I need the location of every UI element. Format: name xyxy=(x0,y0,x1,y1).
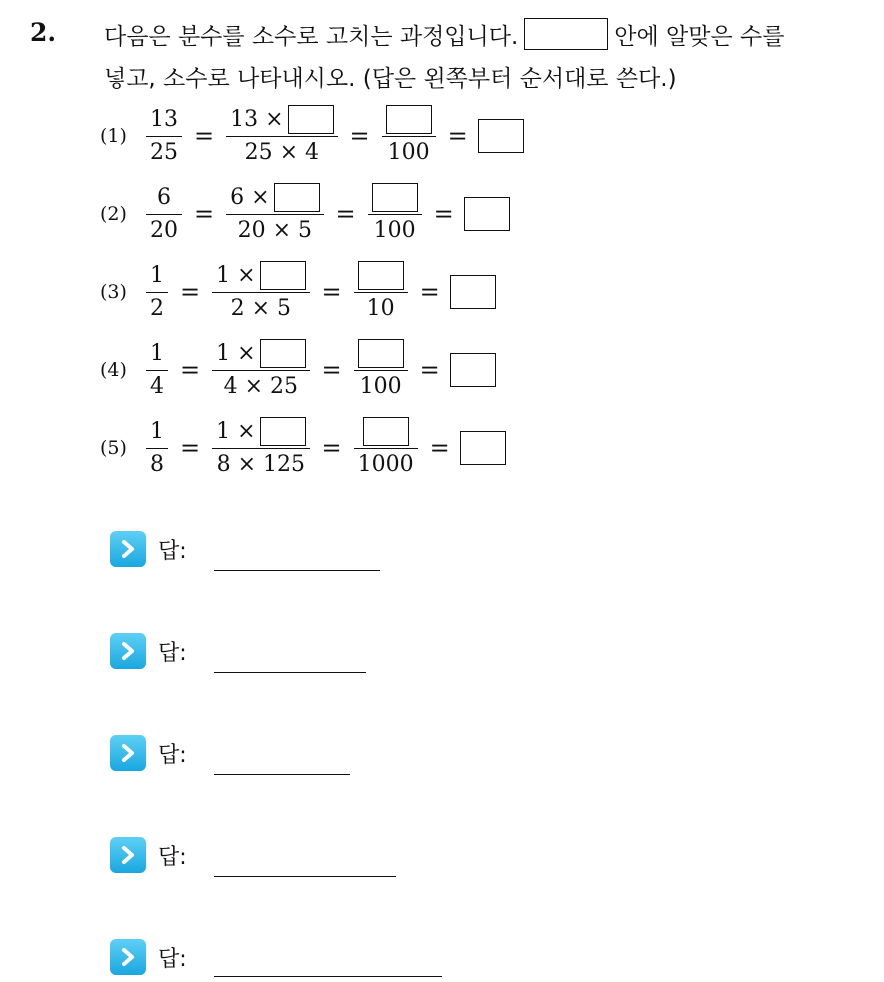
target-numerator xyxy=(368,182,422,214)
given-fraction xyxy=(146,182,182,247)
equals-sign: = xyxy=(419,278,440,306)
step-numerator xyxy=(226,182,323,214)
answer-row-5 xyxy=(110,936,187,978)
given-fraction xyxy=(146,338,168,403)
step-fraction xyxy=(226,104,337,169)
equals-sign: = xyxy=(321,278,342,306)
target-denominator: 10 xyxy=(366,296,395,321)
decimal-answer-blank[interactable] xyxy=(464,197,510,231)
fraction-numerator: 13 xyxy=(150,107,178,132)
equals-sign: = xyxy=(335,200,356,228)
numerator-blank[interactable] xyxy=(358,339,404,368)
answer-line-2[interactable] xyxy=(214,672,366,673)
step-numerator xyxy=(212,260,309,292)
question-text-line-2: 넣고, 소수로 나타내시오. (답은 왼쪽부터 순서대로 쓴다.) xyxy=(104,66,677,92)
chevron-right-icon xyxy=(110,837,146,873)
equals-sign: = xyxy=(180,356,201,384)
question-text-after-box: 안에 알맞은 수를 xyxy=(614,24,785,50)
decimal-answer-blank[interactable] xyxy=(450,275,496,309)
problem-label: (2) xyxy=(100,203,127,225)
target-fraction xyxy=(354,338,408,403)
fraction-denominator: 4 xyxy=(150,374,164,399)
fraction-denominator: 20 xyxy=(150,218,178,243)
fraction-denominator: 25 xyxy=(150,140,178,165)
problem-2 xyxy=(100,178,510,250)
question-text-before-box: 다음은 분수를 소수로 고치는 과정입니다. xyxy=(104,24,519,50)
equals-sign: = xyxy=(194,200,215,228)
target-denominator: 1000 xyxy=(357,452,414,477)
step-numerator-text: 1 × xyxy=(216,419,256,444)
answer-line-3[interactable] xyxy=(214,774,350,775)
answer-row-1 xyxy=(110,528,187,570)
answer-row-3 xyxy=(110,732,187,774)
given-fraction xyxy=(146,416,168,481)
chevron-right-icon xyxy=(110,735,146,771)
equals-sign: = xyxy=(180,434,201,462)
answer-label: 답: xyxy=(158,844,187,870)
problem-label: (1) xyxy=(100,125,127,147)
step-numerator-text: 1 × xyxy=(216,263,256,288)
fraction-numerator: 6 xyxy=(157,185,171,210)
target-fraction xyxy=(354,260,408,325)
target-fraction xyxy=(368,182,422,247)
step-numerator-text: 6 × xyxy=(230,185,270,210)
numerator-blank[interactable] xyxy=(386,105,432,134)
target-denominator: 100 xyxy=(359,374,402,399)
step-fraction xyxy=(212,338,309,403)
step-numerator xyxy=(212,338,309,370)
target-denominator: 100 xyxy=(387,140,430,165)
numerator-blank[interactable] xyxy=(372,183,418,212)
decimal-answer-blank[interactable] xyxy=(478,119,524,153)
given-fraction xyxy=(146,260,168,325)
multiplier-blank[interactable] xyxy=(260,261,306,290)
step-fraction xyxy=(212,416,309,481)
problem-4 xyxy=(100,334,496,406)
answer-label: 답: xyxy=(158,946,187,972)
numerator-blank[interactable] xyxy=(358,261,404,290)
step-numerator xyxy=(226,104,337,136)
answer-label: 답: xyxy=(158,538,187,564)
decimal-answer-blank[interactable] xyxy=(460,431,506,465)
multiplier-blank[interactable] xyxy=(274,183,320,212)
equals-sign: = xyxy=(321,434,342,462)
equals-sign: = xyxy=(429,434,450,462)
answer-line-1[interactable] xyxy=(214,570,380,571)
fraction-numerator: 1 xyxy=(150,419,164,444)
chevron-right-icon xyxy=(110,939,146,975)
problem-1 xyxy=(100,100,524,172)
target-numerator xyxy=(354,338,408,370)
equals-sign: = xyxy=(194,122,215,150)
multiplier-blank[interactable] xyxy=(260,417,306,446)
chevron-right-icon xyxy=(110,531,146,567)
given-fraction xyxy=(146,104,182,169)
fraction-denominator: 8 xyxy=(150,452,164,477)
decimal-answer-blank[interactable] xyxy=(450,353,496,387)
multiplier-blank[interactable] xyxy=(288,105,334,134)
target-denominator: 100 xyxy=(373,218,416,243)
target-fraction xyxy=(354,416,418,481)
step-denominator: 2 × 5 xyxy=(230,296,292,321)
answer-row-4 xyxy=(110,834,187,876)
problem-3 xyxy=(100,256,496,328)
target-numerator xyxy=(354,260,408,292)
equals-sign: = xyxy=(321,356,342,384)
step-numerator xyxy=(212,416,309,448)
step-fraction xyxy=(226,182,323,247)
target-numerator xyxy=(359,416,413,448)
answer-row-2 xyxy=(110,630,187,672)
answer-label: 답: xyxy=(158,742,187,768)
step-denominator: 25 × 4 xyxy=(244,140,320,165)
blank-box-example xyxy=(524,18,608,50)
step-denominator: 20 × 5 xyxy=(237,218,313,243)
equals-sign: = xyxy=(433,200,454,228)
equals-sign: = xyxy=(447,122,468,150)
target-numerator xyxy=(382,104,436,136)
equals-sign: = xyxy=(349,122,370,150)
question-text-line-1 xyxy=(104,18,784,51)
problem-label: (4) xyxy=(100,359,127,381)
multiplier-blank[interactable] xyxy=(260,339,306,368)
fraction-numerator: 1 xyxy=(150,341,164,366)
step-denominator: 8 × 125 xyxy=(216,452,306,477)
fraction-denominator: 2 xyxy=(150,296,164,321)
chevron-right-icon xyxy=(110,633,146,669)
step-fraction xyxy=(212,260,309,325)
answer-line-5[interactable] xyxy=(214,976,442,977)
numerator-blank[interactable] xyxy=(363,417,409,446)
question-number: 2. xyxy=(30,18,57,47)
equals-sign: = xyxy=(419,356,440,384)
step-numerator-text: 1 × xyxy=(216,341,256,366)
answer-line-4[interactable] xyxy=(214,876,396,877)
step-denominator: 4 × 25 xyxy=(223,374,299,399)
target-fraction xyxy=(382,104,436,169)
step-numerator-text: 13 × xyxy=(230,107,284,132)
problem-label: (5) xyxy=(100,437,127,459)
answer-label: 답: xyxy=(158,640,187,666)
problem-5 xyxy=(100,412,506,484)
equals-sign: = xyxy=(180,278,201,306)
fraction-numerator: 1 xyxy=(150,263,164,288)
problem-label: (3) xyxy=(100,281,127,303)
